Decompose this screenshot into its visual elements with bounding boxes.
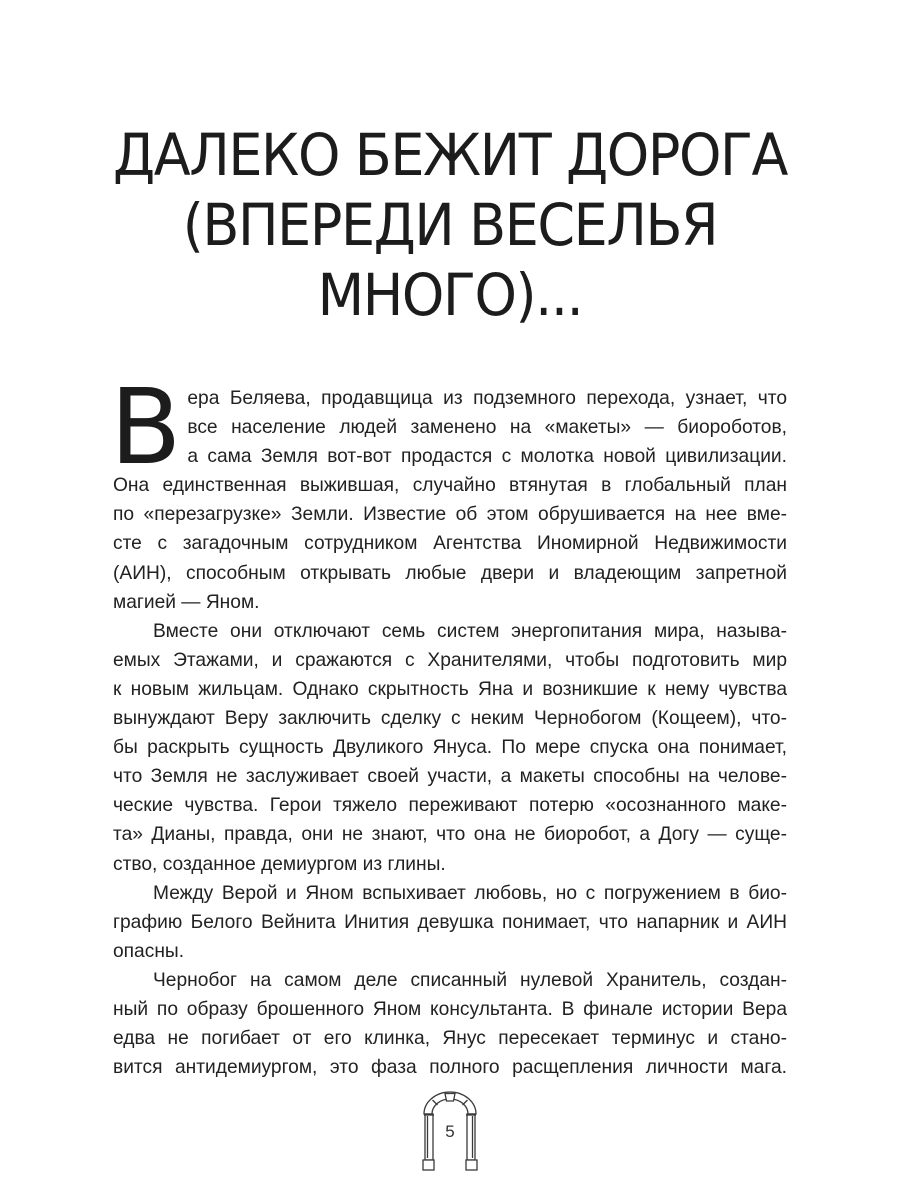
text-line: к новым жильцам. Однако скрытность Яна и возникшие к нему чувства [113,678,787,700]
paragraph-1 [110,366,787,617]
text-line: Она единственная выжившая, случайно втянутая в глобальный план [113,475,787,497]
text-line: что Земля не заслуживает своей участи, а макеты способны на челове- [113,766,787,788]
text-line: емых Этажами, и сражаются с Хранителями, чтобы подготовить мир [113,649,787,671]
text-line: ера Беляева, продавщица из подземного перехода, узнает, что [187,388,787,409]
text-line: опасны. [113,940,185,962]
text-line: графию Белого Вейнита Инития девушка понимает, что напарник и АИН [113,911,787,933]
text-line: бы раскрыть сущность Двуликого Януса. По мере спуска она понимает, [113,737,787,759]
text-line: вится антидемиургом, это фаза полного расщепления личности мага. [113,1057,787,1079]
text-line: ство, созданное демиургом из глины. [113,853,446,875]
text-line: едва не погибает от его клинка, Янус пересекает терминус и стано- [113,1028,787,1050]
chapter-title-line-3: МНОГО)... [317,261,583,329]
chapter-body [110,366,787,1082]
text-line: Между Верой и Яном вспыхивает любовь, но с погружением в био- [153,882,787,904]
drop-cap: В [110,366,182,488]
paragraph-2 [113,617,787,879]
text-line: а сама Земля вот-вот продастся с молотка новой цивилизации. [187,446,787,468]
text-line: Чернобог на самом деле списанный нулевой Хранитель, создан- [153,969,787,991]
chapter-title [106,120,794,330]
page-footer [418,1090,482,1172]
text-line: (АИН), способным открывать любые двери и владеющим запретной [113,562,787,584]
page-number: 5 [445,1122,455,1141]
chapter-title-line-2: (ВПЕРЕДИ ВЕСЕЛЬЯ [182,191,718,259]
chapter-title-line-1: ДАЛЕКО БЕЖИТ ДОРОГА [112,121,788,189]
text-line: ный по образу брошенного Яном консультанта. В финале истории Вера [113,998,787,1020]
text-line: та» Дианы, правда, они не знают, что она не биоробот, а Догу — суще- [113,824,787,846]
text-line: сте с загадочным сотрудником Агентства Иномирной Недвижимости [113,533,787,555]
text-line: ческие чувства. Герои тяжело переживают потерю «осознанного маке- [113,795,787,817]
text-line: по «перезагрузке» Земли. Известие об этом обрушивается на нее вме- [113,504,787,526]
paragraph-3 [113,879,787,966]
text-line: вынуждают Веру заключить сделку с неким Чернобогом (Кощеем), что- [113,708,787,730]
text-line: Вместе они отключают семь систем энергопитания мира, называ- [153,620,787,642]
text-line: все население людей заменено на «макеты» — биороботов, [187,417,787,439]
paragraph-4 [113,966,787,1082]
text-line: магией — Яном. [113,591,260,613]
